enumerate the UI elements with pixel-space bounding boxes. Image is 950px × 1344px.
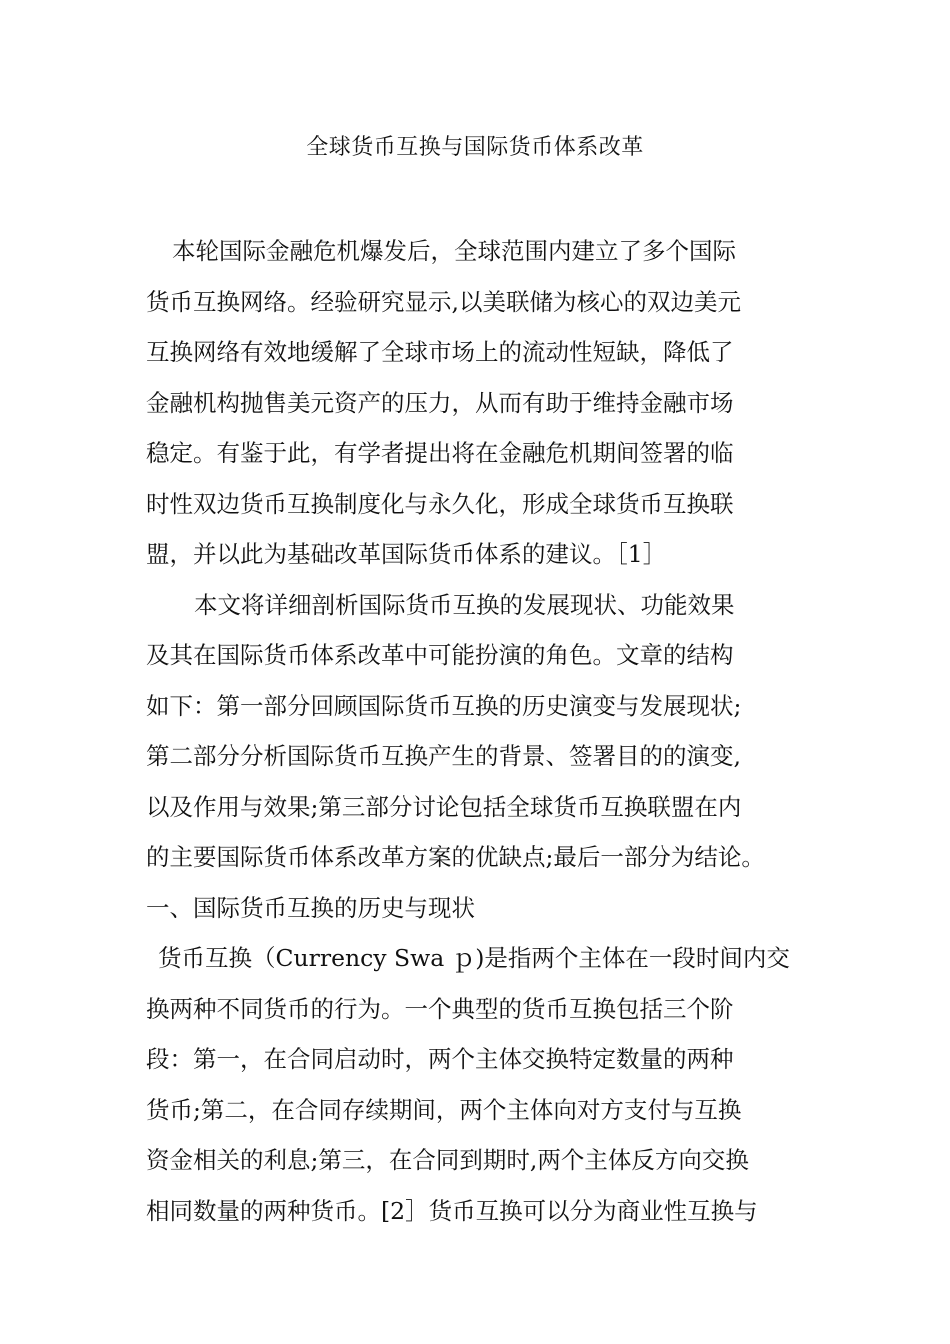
- paragraph-line: 互换网络有效地缓解了全球市场上的流动性短缺，降低了: [146, 338, 734, 366]
- paragraph-line: 本轮国际金融危机爆发后，全球范围内建立了多个国际: [172, 237, 736, 265]
- paragraph-line: 的主要国际货币体系改革方案的优缺点;最后一部分为结论。: [146, 843, 765, 871]
- paragraph-line: 货币互换网络。经验研究显示,以美联储为核心的双边美元: [146, 287, 741, 316]
- paragraph-line: 稳定。有鉴于此，有学者提出将在金融危机期间签署的临: [146, 439, 734, 467]
- document-body: [146, 226, 810, 1236]
- paragraph-line: 如下：第一部分回顾国际货币互换的历史演变与发展现状;: [146, 691, 742, 720]
- paragraph-line: 相同数量的两种货币。[2］货币互换可以分为商业性互换与: [146, 1196, 758, 1225]
- paragraph-line: 本文将详细剖析国际货币互换的发展现状、功能效果: [194, 590, 735, 619]
- paragraph-line: 时性双边货币互换制度化与永久化，形成全球货币互换联: [146, 489, 734, 518]
- paragraph-line: 金融机构抛售美元资产的压力，从而有助于维持金融市场: [146, 388, 734, 417]
- paragraph-line: 资金相关的利息;第三，在合同到期时,两个主体反方向交换: [146, 1146, 749, 1174]
- paragraph-line: 及其在国际货币体系改革中可能扮演的角色。文章的结构: [146, 641, 734, 669]
- paragraph-line: 货币;第二，在合同存续期间，两个主体向对方支付与互换: [146, 1095, 742, 1124]
- paragraph-line: 以及作用与效果;第三部分讨论包括全球货币互换联盟在内: [146, 792, 742, 821]
- paragraph-line: 段：第一，在合同启动时，两个主体交换特定数量的两种: [146, 1045, 734, 1073]
- document-title: 全球货币互换与国际货币体系改革: [306, 135, 644, 160]
- paragraph-line: 换两种不同货币的行为。一个典型的货币互换包括三个阶: [146, 994, 734, 1023]
- paragraph-line: 盟，并以此为基础改革国际货币体系的建议。［1］: [146, 540, 667, 568]
- paragraph-line: 货币互换（Currency Swa ｐ)是指两个主体在一段时间内交: [158, 944, 790, 972]
- paragraph-line: 第二部分分析国际货币互换产生的背景、签署目的的演变,: [146, 742, 741, 770]
- paragraph-line: 一、国际货币互换的历史与现状: [146, 893, 475, 922]
